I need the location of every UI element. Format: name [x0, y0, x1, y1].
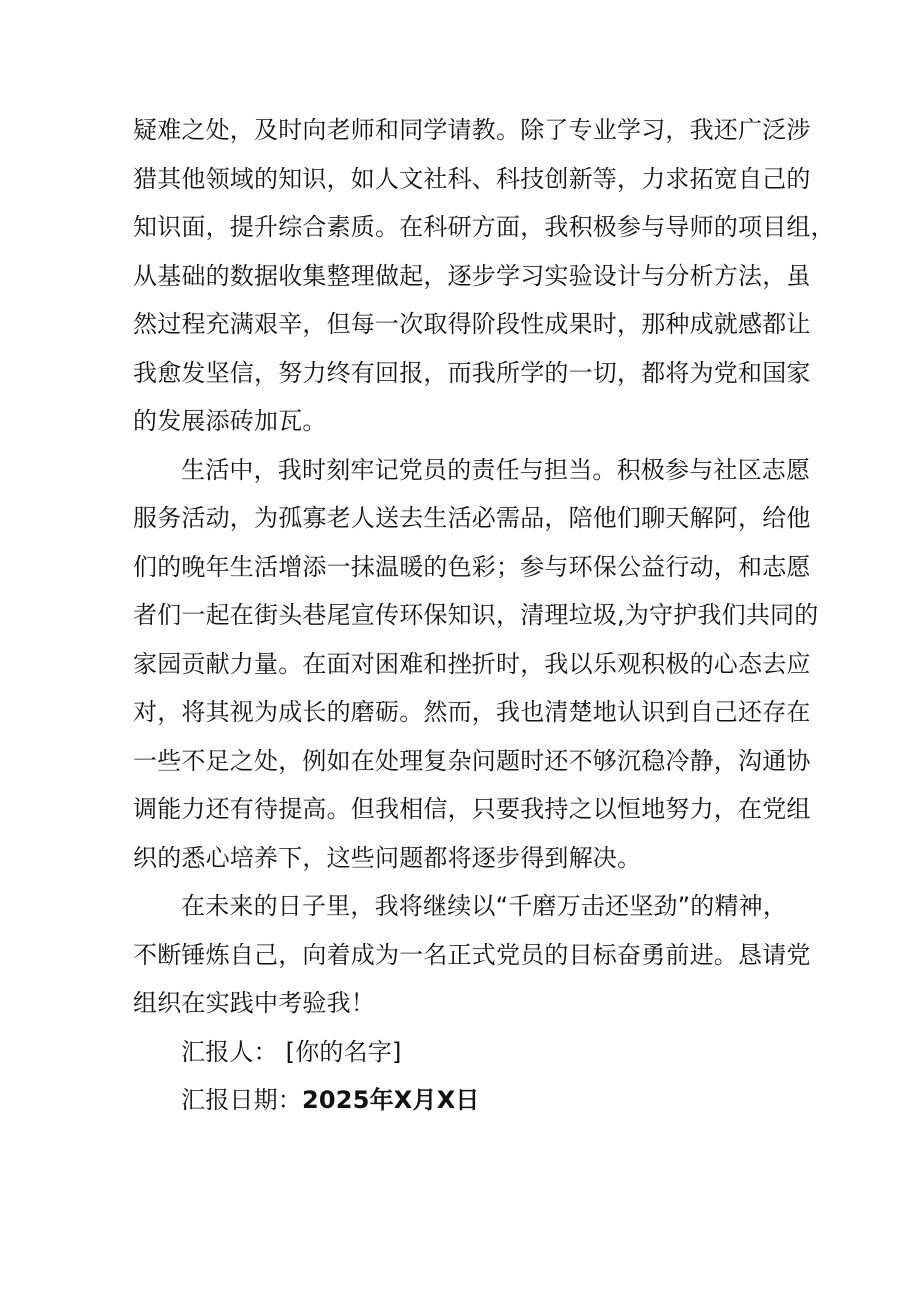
paragraph-future [133, 882, 811, 1028]
text-line: 我愈发坚信，努力终有回报，而我所学的一切，都将为党和国家 [133, 358, 811, 387]
text-line: 织的悉心培养下，这些问题都将逐步得到解决。 [133, 843, 642, 872]
paragraph-study [133, 106, 835, 446]
text-line: 对，将其视为成长的磨砺。然而，我也清楚地认识到自己还存在 [133, 698, 811, 726]
text-line: 猎其他领域的知识，如人文社科、科技创新等，力求拓宽自己的 [133, 164, 811, 193]
text-line: 组织在实践中考验我！ [133, 989, 375, 1017]
text-line: 知识面，提升综合素质。在科研方面，我积极参与导师的项目组， [133, 213, 835, 241]
date-value: 2025年X月X日 [302, 1086, 480, 1114]
paragraph-life [133, 446, 819, 883]
text-line: 一些不足之处，例如在处理复杂问题时还不够沉稳冷静，沟通协 [133, 746, 811, 775]
date-label: 汇报日期： [181, 1086, 302, 1114]
text-line: 生活中，我时刻牢记党员的责任与担当。积极参与社区志愿 [181, 455, 811, 484]
text-line: 们的晚年生活增添一抹温暖的色彩；参与环保公益行动，和志愿 [133, 552, 811, 581]
reporter-line [133, 1028, 793, 1077]
text-line: 调能力还有待提高。但我相信，只要我持之以恒地努力，在党组 [133, 795, 811, 823]
text-line: 者们一起在街头巷尾宣传环保知识，清理垃圾,为守护我们共同的 [133, 601, 819, 629]
text-line: 然过程充满艰辛，但每一次取得阶段性成果时，那种成就感都让 [133, 310, 811, 338]
text-line: 的发展添砖加瓦。 [133, 407, 327, 435]
text-line: 家园贡献力量。在面对困难和挫折时，我以乐观积极的心态去应 [133, 649, 811, 678]
text-line: 不断锤炼自己，向着成为一名正式党员的目标奋勇前进。恳请党 [133, 940, 811, 969]
document-page [133, 106, 835, 1125]
date-line [133, 1076, 793, 1125]
text-line: 服务活动，为孤寡老人送去生活必需品，陪他们聊天解阿，给他 [133, 504, 811, 532]
text-line: 从基础的数据收集整理做起，逐步学习实验设计与分析方法，虽 [133, 261, 811, 290]
text-line: 在未来的日子里，我将继续以“千磨万击还坚劲”的精神， [181, 892, 788, 920]
reporter-label: 汇报人： [181, 1037, 278, 1066]
reporter-name: [你的名字] [277, 1037, 402, 1066]
text-line: 疑难之处，及时向老师和同学请教。除了专业学习，我还广泛涉 [133, 116, 811, 144]
